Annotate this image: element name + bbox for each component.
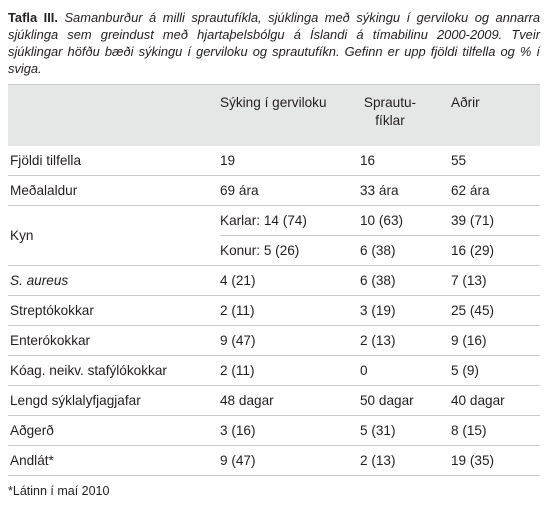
table-row	[8, 356, 540, 386]
table-row	[8, 266, 540, 296]
row-label: Enterókokkar	[8, 326, 220, 356]
cell: 8 (15)	[451, 416, 540, 446]
cell: 3 (19)	[360, 296, 451, 326]
cell: 40 dagar	[451, 386, 540, 416]
table-footnote: *Látinn í maí 2010	[8, 484, 110, 498]
cell: 62 ára	[451, 176, 540, 206]
row-label: Meðalaldur	[8, 176, 220, 206]
table-row	[8, 176, 540, 206]
header-gerviloku: Sýking í gerviloku	[220, 95, 327, 110]
cell: 50 dagar	[360, 386, 451, 416]
cell: 69 ára	[220, 176, 360, 206]
cell: 9 (47)	[220, 446, 360, 476]
cell: 39 (71)	[451, 206, 540, 236]
table-row	[8, 296, 540, 326]
header-adrir: Aðrir	[451, 95, 480, 110]
cell: 6 (38)	[360, 236, 451, 266]
caption-lead: Tafla III.	[8, 10, 58, 25]
header-empty	[8, 85, 220, 146]
header-sprautufiklar	[360, 85, 451, 146]
table-header-row	[8, 85, 540, 146]
cell: 25 (45)	[451, 296, 540, 326]
cell: 5 (31)	[360, 416, 451, 446]
table-row	[8, 326, 540, 356]
row-label: Fjöldi tilfella	[8, 146, 220, 176]
cell: 7 (13)	[451, 266, 540, 296]
cell: 9 (47)	[220, 326, 360, 356]
table-caption	[8, 9, 540, 77]
comparison-table	[8, 85, 540, 476]
table-row	[8, 206, 540, 236]
cell: 55	[451, 146, 540, 176]
cell: 4 (21)	[220, 266, 360, 296]
table-row	[8, 446, 540, 476]
cell: 0	[360, 356, 451, 386]
row-label: Lengd sýklalyfjagjafar	[8, 386, 220, 416]
caption-body: Samanburður á milli sprautufíkla, sjúklinga með sýkingu í gerviloku og annarra sjúklinga sem greindust með hjartaþelsbólgu á Íslandi á tímabilinu 2000-2009. Tveir sjúklingar höfðu bæði sýkingu í gerviloku og sprautufíkn. Gefinn er upp fjöldi tilfella og % í sviga.	[8, 10, 540, 76]
cell: Karlar: 14 (74)	[220, 206, 360, 236]
cell: 19 (35)	[451, 446, 540, 476]
row-label: Streptókokkar	[8, 296, 220, 326]
row-label: S. aureus	[8, 266, 220, 296]
header-sprautufiklar-line1: Sprautu-	[363, 95, 417, 110]
table-row	[8, 386, 540, 416]
cell: 2 (13)	[360, 326, 451, 356]
cell: 2 (13)	[360, 446, 451, 476]
header-sprautufiklar-line2: fíklar	[375, 113, 405, 128]
cell: 9 (16)	[451, 326, 540, 356]
cell: 2 (11)	[220, 296, 360, 326]
cell: 6 (38)	[360, 266, 451, 296]
cell: 16 (29)	[451, 236, 540, 266]
row-label: Aðgerð	[8, 416, 220, 446]
row-label: Kóag. neikv. stafýlókokkar	[8, 356, 220, 386]
table-row	[8, 416, 540, 446]
cell: 3 (16)	[220, 416, 360, 446]
table-row	[8, 146, 540, 176]
cell: 33 ára	[360, 176, 451, 206]
cell: 10 (63)	[360, 206, 451, 236]
row-label: Andlát*	[8, 446, 220, 476]
cell: 19	[220, 146, 360, 176]
row-label: Kyn	[8, 206, 220, 266]
cell: Konur: 5 (26)	[220, 236, 360, 266]
cell: 16	[360, 146, 451, 176]
cell: 2 (11)	[220, 356, 360, 386]
cell: 48 dagar	[220, 386, 360, 416]
cell: 5 (9)	[451, 356, 540, 386]
